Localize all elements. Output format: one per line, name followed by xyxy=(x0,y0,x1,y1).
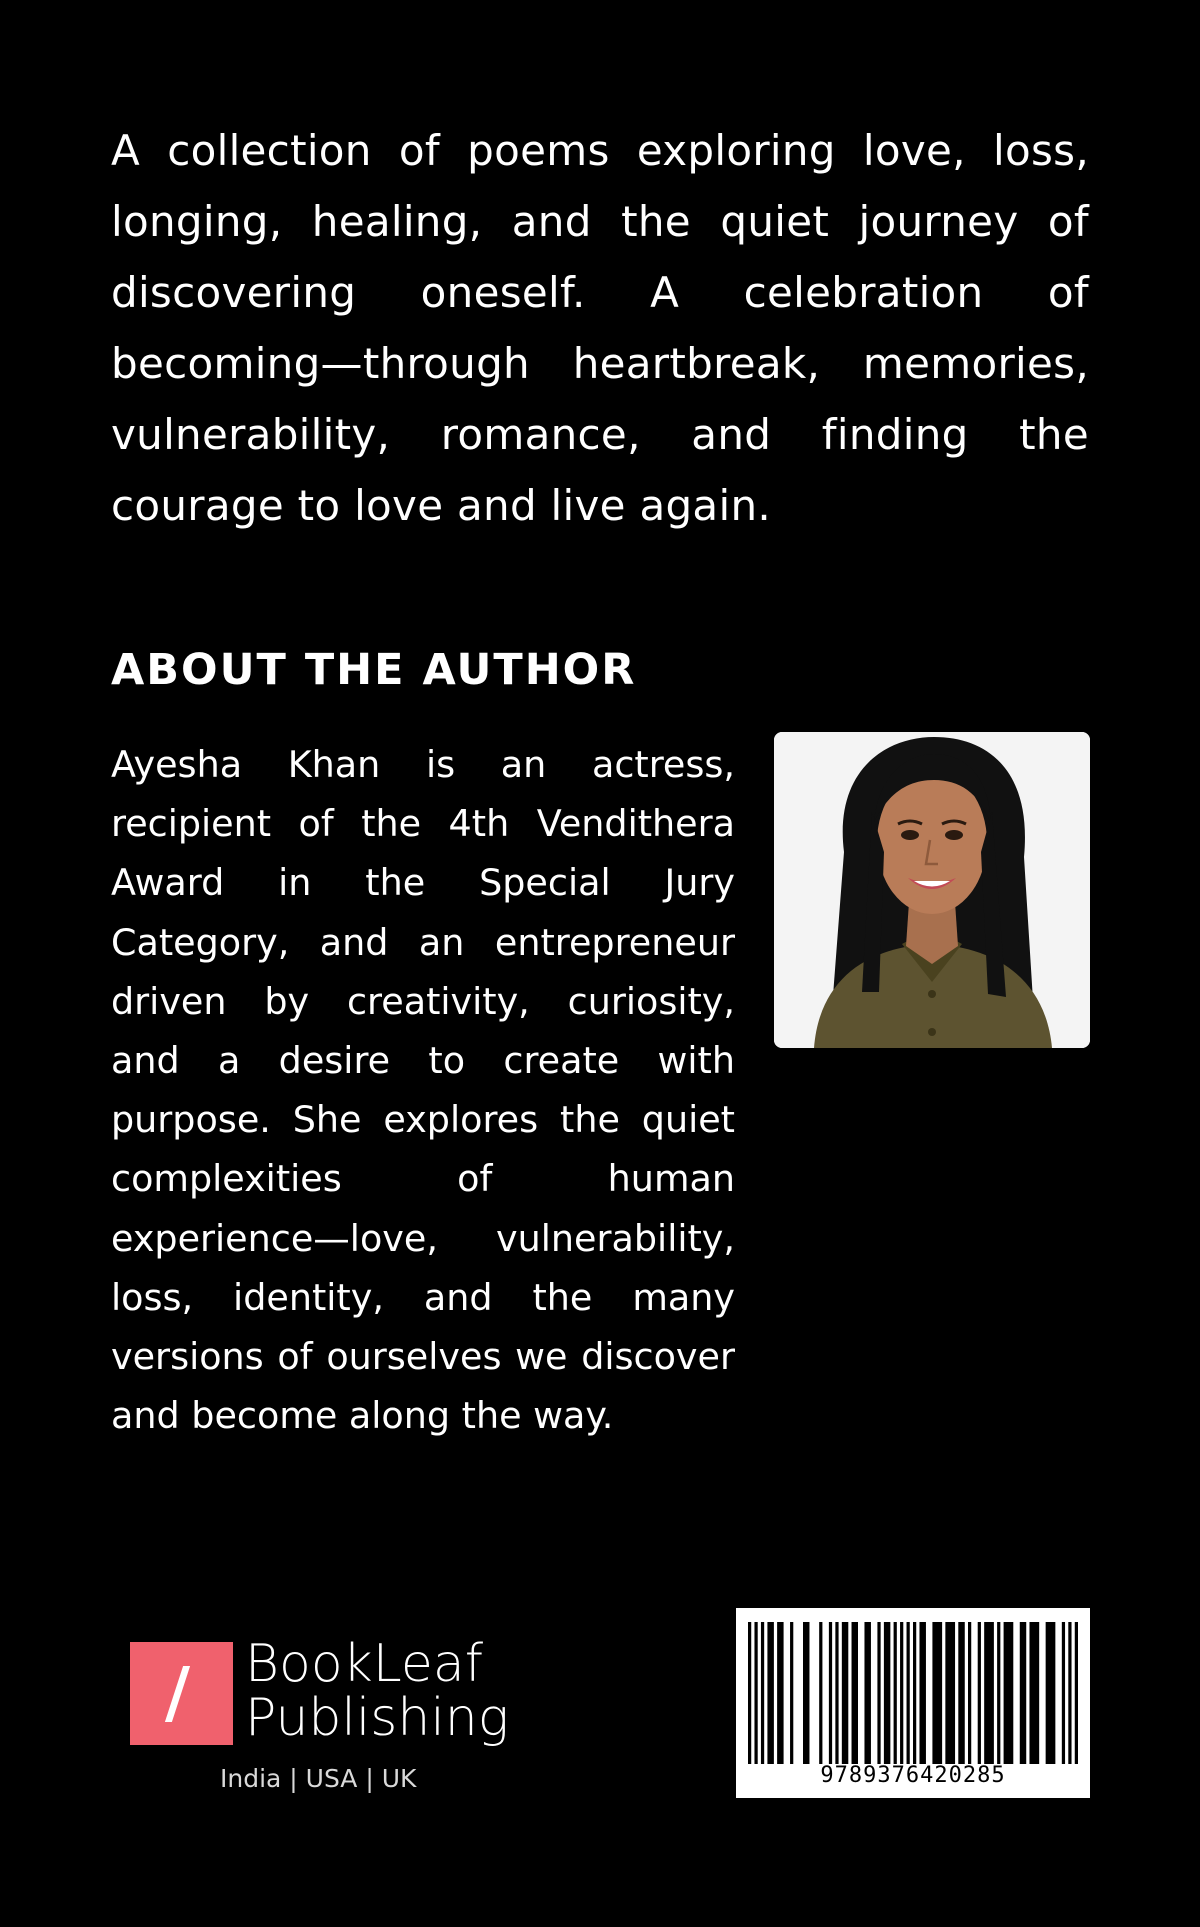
barcode-bar xyxy=(984,1622,994,1764)
barcode-bar xyxy=(968,1622,971,1764)
barcode-bar xyxy=(852,1622,858,1764)
barcode-bar xyxy=(864,1622,870,1764)
barcode-bar xyxy=(1075,1622,1078,1764)
book-blurb: A collection of poems exploring love, loss, longing, healing, and the quiet journey of discovering oneself. A celebration of becoming—through heartbreak, memories, vulnerability, romance, and finding the courage to love and live again. xyxy=(111,126,1089,530)
barcode-bar xyxy=(1004,1622,1014,1764)
barcode-bar xyxy=(1062,1622,1065,1764)
bookleaf-logo-mark xyxy=(130,1642,233,1745)
barcode-bar xyxy=(877,1622,880,1764)
barcode-bar xyxy=(748,1622,751,1764)
barcode-bar xyxy=(894,1622,897,1764)
author-bio: Ayesha Khan is an actress, recipient of the 4th Vendithera Award in the Special Jury Category, and an entrepreneur driven by creativity, curiosity, and a desire to create with purpose. She explores the quiet complexities of human experience—love, vulnerability, loss, identity, and the many versions of ourselves we discover and become along the way. xyxy=(111,743,735,1438)
barcode-bar xyxy=(1020,1622,1026,1764)
author-photo xyxy=(774,732,1090,1048)
barcode-bar xyxy=(884,1622,890,1764)
isbn-number: 9789376420285 xyxy=(820,1763,1006,1788)
about-author-heading: ABOUT THE AUTHOR xyxy=(111,645,637,695)
barcode-bars xyxy=(748,1622,1078,1764)
isbn-barcode xyxy=(736,1608,1090,1798)
barcode-bar xyxy=(1046,1622,1056,1764)
barcode-bar xyxy=(754,1622,757,1764)
barcode-bar xyxy=(842,1622,848,1764)
barcode-bar xyxy=(900,1622,903,1764)
barcode-bar xyxy=(907,1622,910,1764)
barcode-bar xyxy=(932,1622,942,1764)
barcode-bar xyxy=(790,1622,793,1764)
author-portrait-illustration xyxy=(774,732,1090,1048)
publisher-name-line2: Publishing xyxy=(245,1688,509,1748)
barcode-bar xyxy=(777,1622,783,1764)
barcode-bar xyxy=(945,1622,955,1764)
barcode-bar xyxy=(803,1622,809,1764)
barcode-bar xyxy=(1068,1622,1071,1764)
barcode-bar xyxy=(835,1622,838,1764)
barcode-bar xyxy=(829,1622,832,1764)
publisher-name-line1: BookLeaf xyxy=(245,1634,484,1694)
barcode-bar xyxy=(1029,1622,1039,1764)
slash-icon xyxy=(165,1666,190,1722)
barcode-bar xyxy=(819,1622,822,1764)
barcode-bar xyxy=(761,1622,764,1764)
publisher-regions: India | USA | UK xyxy=(220,1764,417,1793)
barcode-bar xyxy=(919,1622,925,1764)
barcode-bar xyxy=(997,1622,1000,1764)
barcode-bar xyxy=(978,1622,981,1764)
publisher-logo xyxy=(130,1636,530,1806)
barcode-bar xyxy=(958,1622,964,1764)
barcode-bar xyxy=(767,1622,773,1764)
barcode-bar xyxy=(913,1622,916,1764)
